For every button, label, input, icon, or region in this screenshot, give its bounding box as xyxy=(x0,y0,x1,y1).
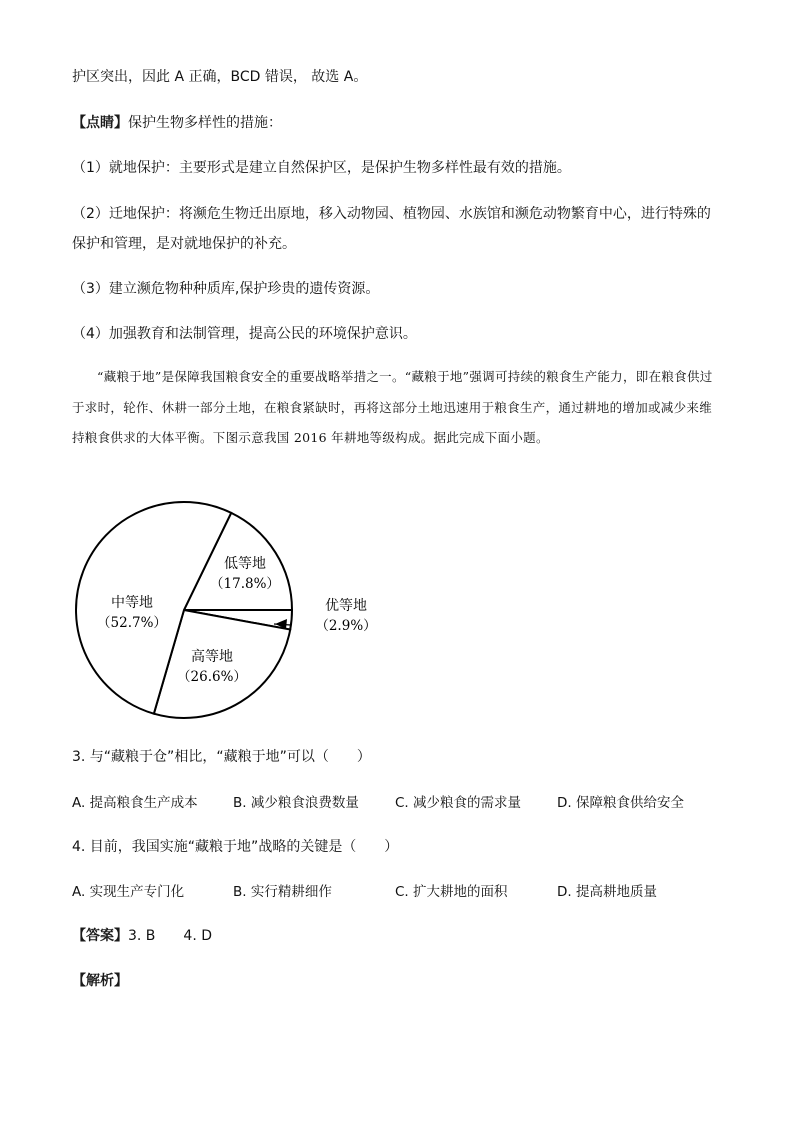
measure-item-3: （3）建立濒危物种种质库,保护珍贵的遗传资源。 xyxy=(72,281,380,297)
measure-item-4: （4）加强教育和法制管理，提高公民的环境保护意识。 xyxy=(72,326,417,342)
q3-option-d[interactable]: D. 保障粮食供给安全 xyxy=(557,795,684,811)
slice-value-high: （26.6%） xyxy=(177,669,247,685)
pie-chart xyxy=(0,500,794,730)
dianjing-tag: 【点睛】 xyxy=(72,115,128,131)
slice-label-high: 高等地 xyxy=(191,649,233,665)
slice-value-best: （2.9%） xyxy=(315,618,377,634)
q3-option-a[interactable]: A. 提高粮食生产成本 xyxy=(72,795,198,811)
answer-line xyxy=(72,925,212,945)
slice-label-medium: 中等地 xyxy=(111,595,153,611)
q4-option-d[interactable]: D. 提高耕地质量 xyxy=(557,884,657,900)
q3-option-b[interactable]: B. 减少粮食浪费数量 xyxy=(233,795,359,811)
q3-option-c[interactable]: C. 减少粮食的需求量 xyxy=(395,795,522,811)
text-line: 护区突出，因此 A 正确，BCD 错误， 故选 A。 xyxy=(72,69,368,85)
analysis-tag: 【解析】 xyxy=(72,973,128,989)
slice-label-low: 低等地 xyxy=(224,556,266,572)
measure-item-2-cont: 保护和管理，是对就地保护的补充。 xyxy=(72,236,296,252)
dianjing-line xyxy=(72,112,282,132)
slice-value-low: （17.8%） xyxy=(210,576,280,592)
q4-option-c[interactable]: C. 扩大耕地的面积 xyxy=(395,884,508,900)
slice-label-best: 优等地 xyxy=(325,598,367,614)
slice-value-medium: （52.7%） xyxy=(97,615,167,631)
q4-option-b[interactable]: B. 实行精耕细作 xyxy=(233,884,332,900)
analysis-line xyxy=(72,970,128,990)
q4-option-a[interactable]: A. 实现生产专门化 xyxy=(72,884,185,900)
answer-text: 3. B 4. D xyxy=(128,928,212,944)
question-4-stem: 4. 目前，我国实施“藏粮于地”战略的关键是（ ） xyxy=(72,839,399,855)
measure-item-2: （2）迁地保护：将濒危生物迁出原地，移入动物园、植物园、水族馆和濒危动物繁育中心，进行特殊的 xyxy=(72,206,711,222)
measure-item-1: （1）就地保护：主要形式是建立自然保护区，是保护生物多样性最有效的措施。 xyxy=(72,160,571,176)
dianjing-text: 保护生物多样性的措施： xyxy=(128,115,282,131)
question-3-stem: 3. 与“藏粮于仓”相比，“藏粮于地”可以（ ） xyxy=(72,749,371,765)
answer-tag: 【答案】 xyxy=(72,928,128,944)
passage: “藏粮于地”是保障我国粮食安全的重要战略举措之一。“藏粮于地”强调可持续的粮食生产能力，即在粮食供过于求时，轮作、休耕一部分土地，在粮食紧缺时，再将这部分土地迅速用于粮食生产，通过耕地的增加或减少来维持粮食供求的大体平衡。下图示意我国 2016 年耕地等级构成。据此完成下面小题。 xyxy=(72,369,713,445)
